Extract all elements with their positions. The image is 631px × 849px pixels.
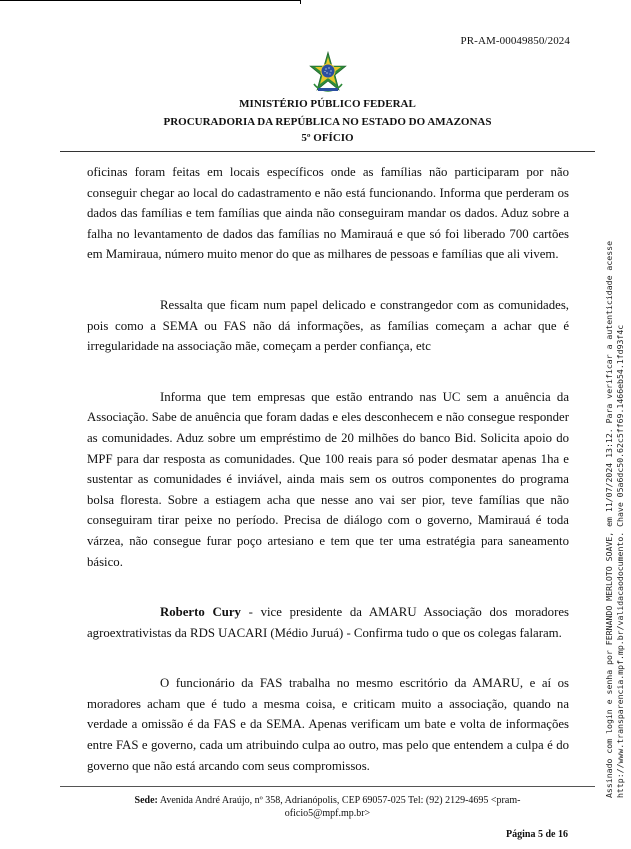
emblem-center-disc: [321, 64, 335, 78]
paragraph: Ressalta que ficam num papel delicado e constrangedor com as comunidades, pois como a SEMA ou FAS não dá informações, as famílias começam a achar que é irregularidade na associação mãe, começam a perder confiança, etc: [87, 297, 569, 354]
paragraph: Informa que tem empresas que estão entrando nas UC sem a anuência da Associação. Sabe de anuência que foram dadas e eles desconhecem e não consegue responder as comunidades. Aduz sobre um empréstimo de 20 milhões do banco Bid. Solicita apoio do MPF para dar resposta as comunidades. Que 100 reais para só poder desmatar apenas 1ha e sustentar as comunidades é inviável, ainda mais sem os outros componentes do programa bolsa floresta. Sobre a estiagem acha que nesse ano vai ser pior, teve famílias que não conseguiram tirar peixe no período. Precisa de diálogo com o governo, Mamirauá é toda várzea, não consegue furar poço artesiano e tem que ter uma estratégia para saneamento básico.: [87, 389, 569, 569]
speaker-name: Roberto Cury: [160, 605, 241, 620]
corner-line: [0, 0, 300, 1]
footer-address-text: Avenida André Araújo, nº 358, Adrianópolis, CEP 69057-025 Tel: (92) 2129-4695 <pram-oficio5@mpf.mp.br>: [157, 795, 521, 819]
header-office: PROCURADORIA DA REPÚBLICA NO ESTADO DO AMAZONAS: [163, 116, 492, 128]
page-current: 5: [538, 829, 543, 840]
paragraph: [87, 602, 569, 643]
header-division: 5º OFÍCIO: [301, 132, 354, 144]
speaker-statement: - vice presidente da AMARU Associação dos moradores agroextrativistas da RDS UACARI (Médio Juruá) - Confirma tudo o que os colegas falaram.: [87, 605, 570, 640]
signature-stamp: [604, 241, 626, 798]
emblem-ribbon: [318, 88, 338, 91]
footer-label: Sede:: [134, 795, 158, 806]
paragraph: oficinas foram feitas em locais específicos onde as famílias não participaram por não conseguir chegar ao local do cadastramento e não está funcionando. Informa que perderam os dados das famílias e tem famílias que ainda não conseguiram mandar os dados. Aduz sobre a falha no levantamento de dados das famílias no Mamirauá e que só foi liberado 700 cartões em Mamiraua, número muito menor do que as milhares de pessoas e famílias que ali vivem.: [87, 165, 569, 262]
verification-link[interactable]: http://www.transparencia.mpf.mp.br/validacaodocumento. Chave 05a6dc50.62c5ff69.1466eb54.1fd93f4c: [615, 324, 625, 798]
page-number: [506, 829, 568, 840]
page-total: 16: [558, 829, 568, 840]
corner-line-tick: [300, 0, 301, 4]
page-middle: de: [543, 829, 558, 840]
document-number: PR-AM-00049850/2024: [460, 35, 570, 47]
signature-stamp-line: Assinado com login e senha por FERNANDO MERLOTO SOAVE, em 11/07/2024 13:12. Para verificar a autenticidade acesse: [604, 240, 614, 798]
footer-divider: [60, 786, 595, 787]
coat-of-arms-icon: [306, 50, 350, 94]
document-body: [87, 162, 569, 776]
header-divider: [60, 151, 595, 152]
header-institution: MINISTÉRIO PÚBLICO FEDERAL: [239, 98, 416, 110]
paragraph: O funcionário da FAS trabalha no mesmo escritório da AMARU, e aí os moradores acham que é tudo a mesma coisa, e criticam muito a associação, quando na verdade a omissão é da FAS e da SEMA. Apenas verificam um bate e volta de informações entre FAS e governo, cada um atribuindo culpa ao outro, mas pelo que entendem a culpa é do governo que não está arcando com seus compromissos.: [87, 676, 569, 773]
page-prefix: Página: [506, 829, 538, 840]
footer-address: [100, 794, 555, 820]
